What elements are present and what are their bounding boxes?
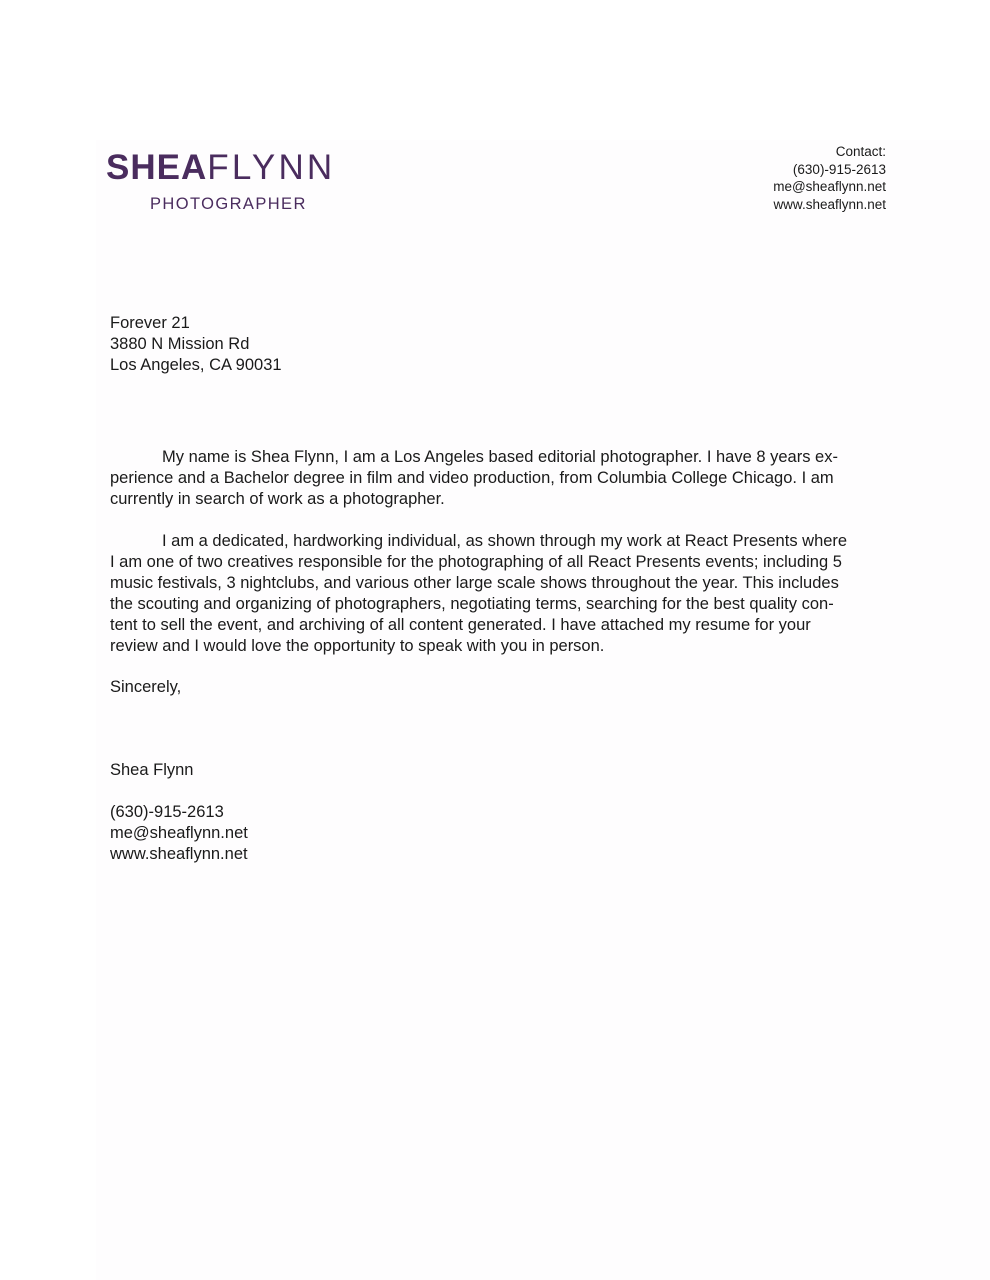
text-line: I am a dedicated, hardworking individual, as shown through my work at React Presents where [162,532,848,550]
logo-name-bold: SHEA [106,148,208,187]
recipient-city: Los Angeles, CA 90031 [110,356,282,374]
letter-sheet [96,140,990,1280]
logo-name-light: FLYNN [207,148,336,187]
paragraph-intro [110,447,890,510]
signature-phone: (630)-915-2613 [110,803,224,821]
text-line: currently in search of work as a photographer. [110,490,445,508]
signature-website: www.sheaflynn.net [110,845,248,863]
contact-phone: (630)-915-2613 [792,161,886,177]
contact-email: me@sheaflynn.net [773,179,886,195]
signature-name: Shea Flynn [110,761,194,779]
contact-label: Contact: [835,144,886,159]
closing: Sincerely, [110,678,182,696]
logo [106,148,346,213]
text-line: tent to sell the event, and archiving of all content generated. I have attached my resume for your [110,616,811,634]
signature-email: me@sheaflynn.net [110,824,248,842]
text-line: music festivals, 3 nightclubs, and various other large scale shows throughout the year. This includes [110,574,839,592]
signature [110,760,193,781]
text-line: the scouting and organizing of photographers, negotiating terms, searching for the best quality con- [110,595,834,613]
logo-subtitle: PHOTOGRAPHER [150,195,307,213]
text-line: perience and a Bachelor degree in film and video production, from Columbia College Chicago. I am [110,469,834,487]
letter-body [110,447,890,678]
contact-website: www.sheaflynn.net [773,197,886,213]
text-line: I am one of two creatives responsible for the photographing of all React Presents events; including 5 [110,553,842,571]
recipient-address [110,313,282,376]
recipient-company: Forever 21 [110,314,190,332]
paragraph-experience [110,531,890,657]
header-contact [773,143,886,214]
recipient-street: 3880 N Mission Rd [110,335,250,353]
text-line: My name is Shea Flynn, I am a Los Angeles based editorial photographer. I have 8 years ex- [162,448,838,466]
text-line: review and I would love the opportunity to speak with you in person. [110,637,605,655]
signature-contact [110,802,248,865]
logo-name [106,148,346,188]
